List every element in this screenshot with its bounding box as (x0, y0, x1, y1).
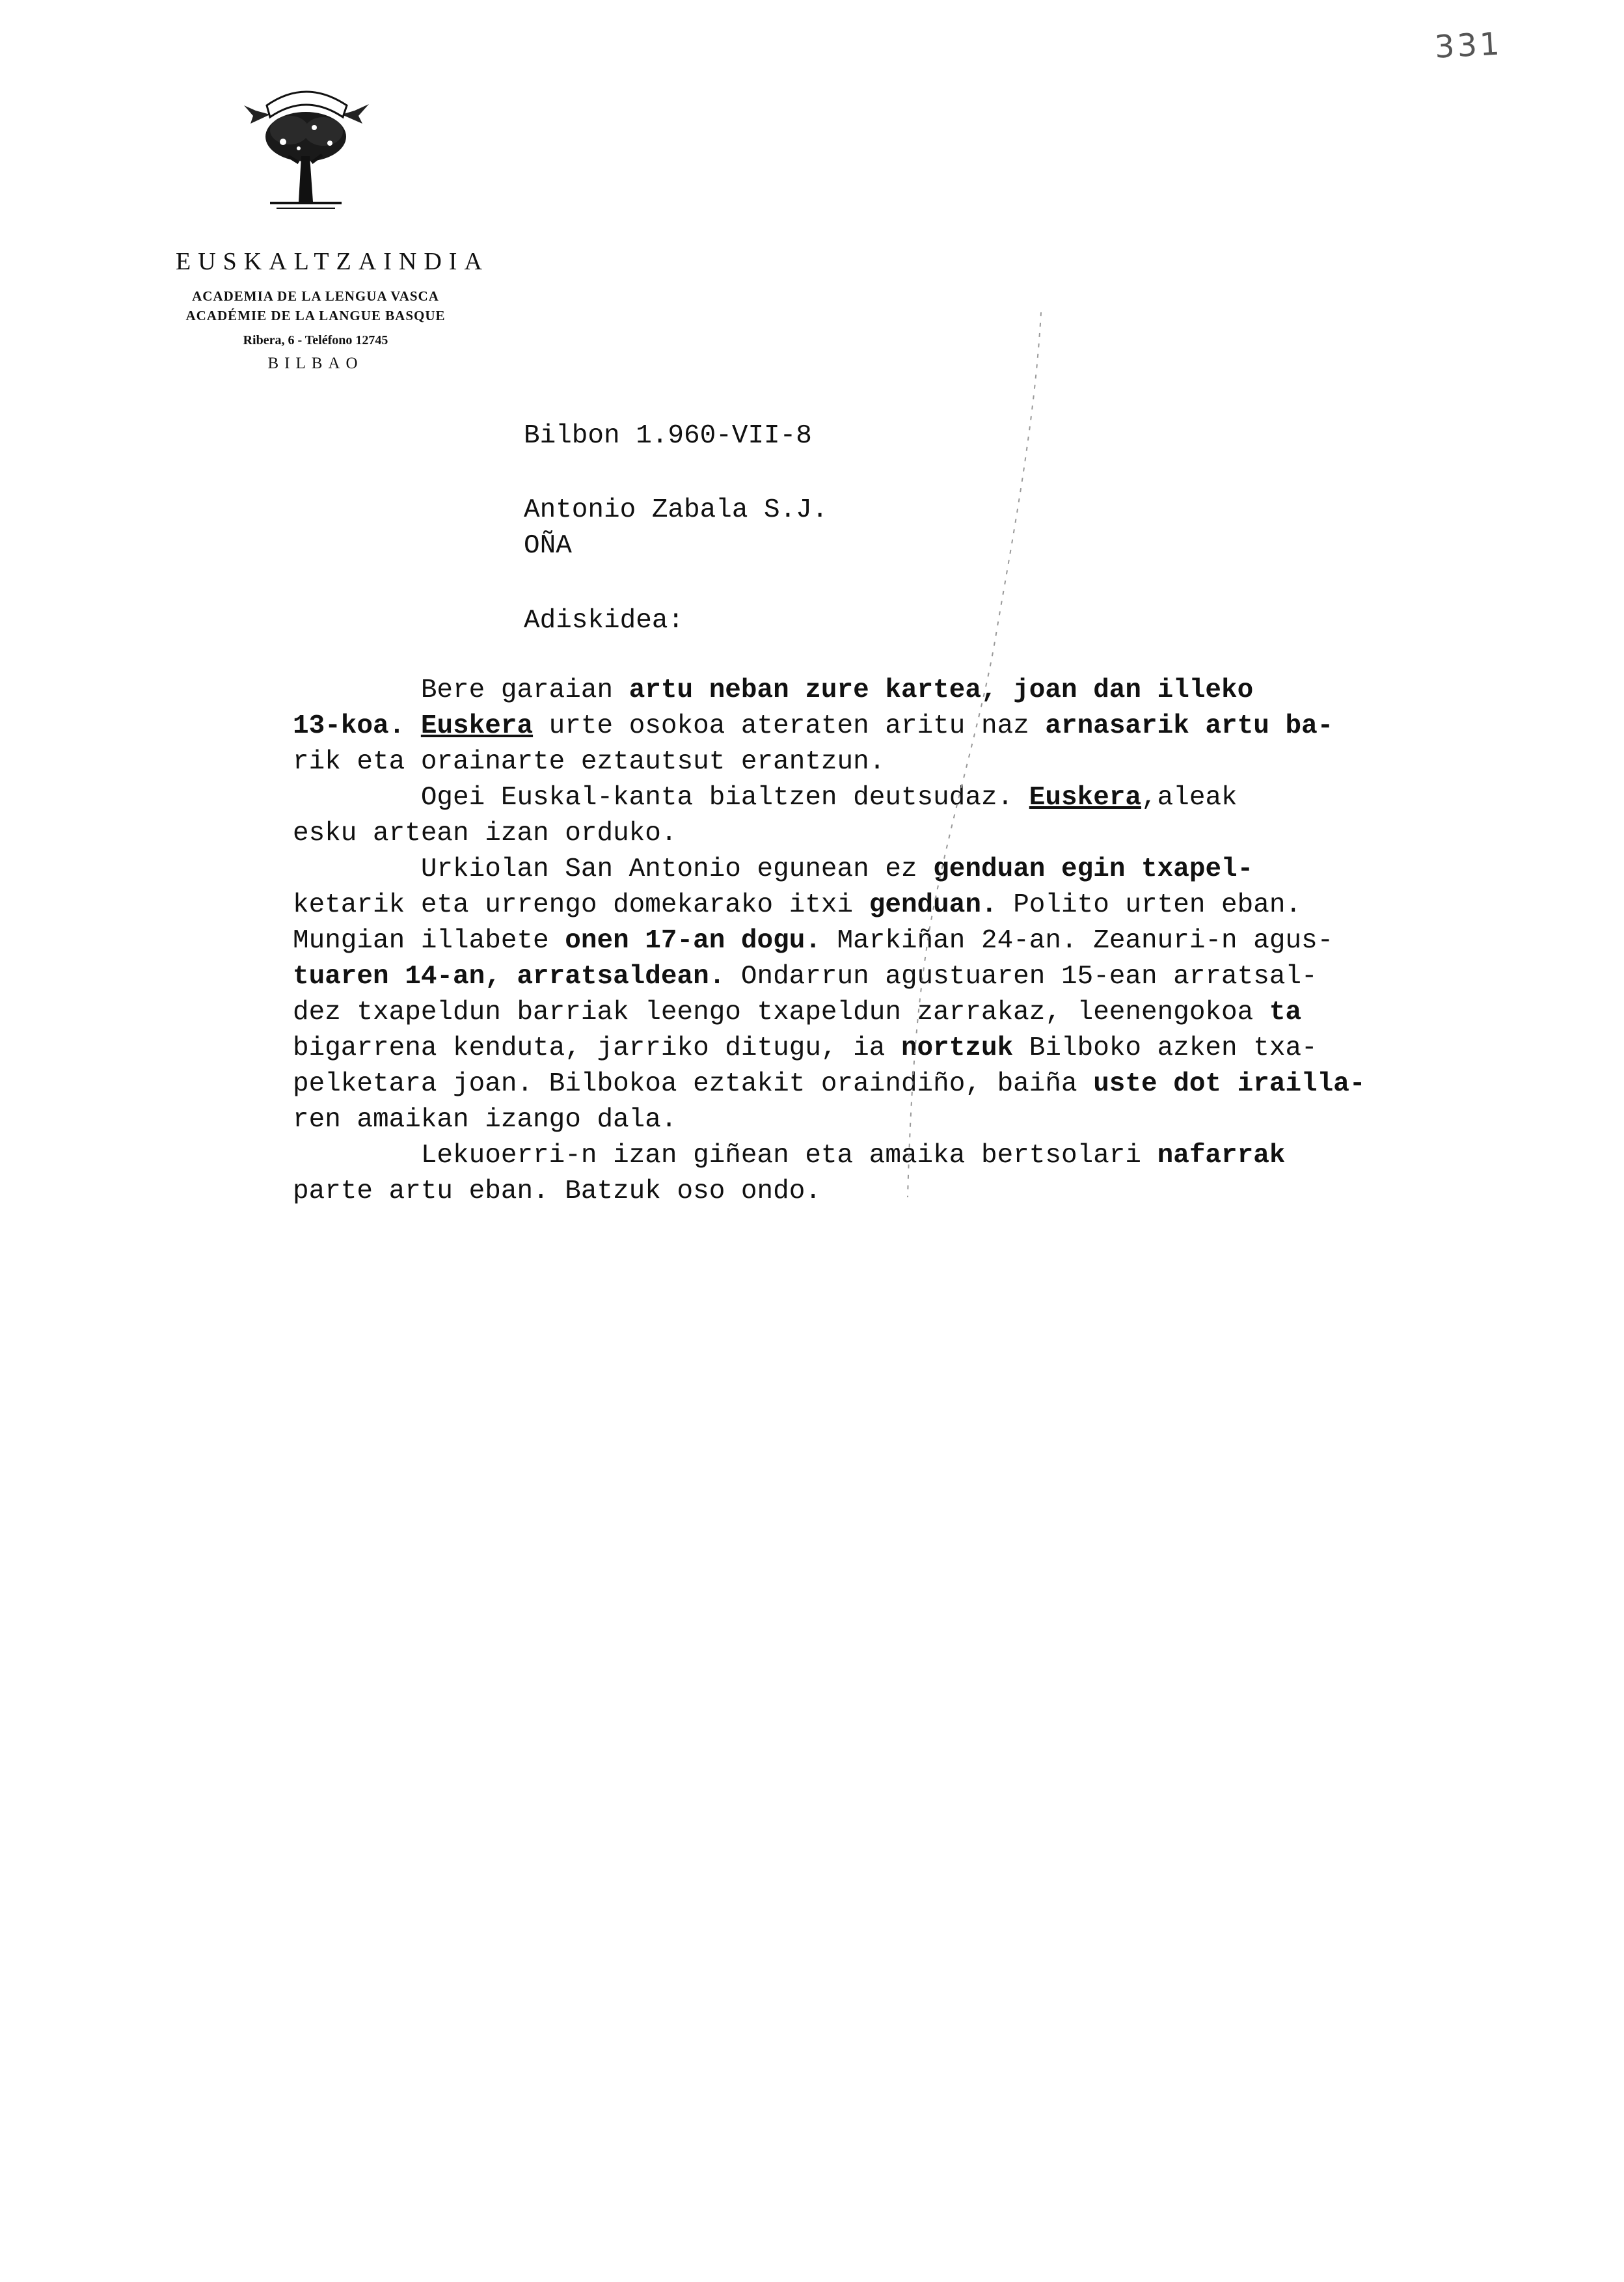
letter-text-segment: ,aleak (1141, 783, 1238, 813)
letter-text-segment: Lekuoerri-n izan giñean eta amaika bertsolari (293, 1141, 1157, 1171)
letter-text-segment: ta (1269, 998, 1302, 1027)
letter-text-segment: artu neban zure kartea, joan dan illeko (629, 675, 1254, 705)
letter-text-segment: Bilboko azken txa- (1013, 1033, 1318, 1063)
letter-paragraphs (293, 673, 1568, 1210)
letter-text-segment: Ondarrun agustuaren 15-ean arratsal- (725, 962, 1318, 992)
letter-text-segment: Mungian illabete (293, 926, 565, 956)
organization-city: BILBAO (267, 355, 364, 372)
letter-text-segment: Urkiolan San Antonio egunean ez (293, 854, 934, 884)
letter-text-segment: ren amaikan izango dala. (293, 1105, 677, 1135)
letter-line (293, 923, 1568, 959)
letter-text-segment: 13-koa. (293, 711, 421, 741)
letter-text-segment: parte artu eban. Batzuk oso ondo. (293, 1176, 821, 1206)
letter-text-segment: bigarrena kenduta, jarriko ditugu, ia (293, 1033, 901, 1063)
letter-line (293, 888, 1568, 923)
letter-line (293, 780, 1568, 816)
letter-line (293, 1102, 1568, 1138)
letter-text-segment: ketarik eta urrengo domekarako itxi (293, 890, 869, 920)
letter-line (293, 816, 1568, 852)
organization-subtitle-fr: ACADÉMIE DE LA LANGUE BASQUE (185, 308, 446, 323)
letter-line (293, 1138, 1568, 1174)
letter-text-segment: onen 17-an dogu. (565, 926, 821, 956)
letter-text-segment: pelketara joan. Bilbokoa eztakit oraindiño, baiña (293, 1069, 1094, 1099)
recipient-place: OÑA (524, 531, 572, 561)
oak-tree-emblem-icon (231, 65, 381, 215)
letter-text-segment: genduan egin txapel- (933, 854, 1254, 884)
organization-name: EUSKALTZAINDIA (176, 248, 489, 275)
letter-text-segment: Ogei Euskal-kanta bialtzen deutsudaz. (293, 783, 1029, 813)
letter-text-segment: dez txapeldun barriak leengo txapeldun zarrakaz, leenengokoa (293, 998, 1269, 1027)
letter-line (293, 1066, 1568, 1102)
letter-line (293, 1174, 1568, 1210)
letter-line (293, 959, 1568, 995)
letter-body (293, 413, 1568, 1210)
letter-text-segment: Bere garaian (293, 675, 629, 705)
letter-text-segment: rik eta orainarte eztautsut erantzun. (293, 747, 886, 777)
letter-text-segment: Euskera (420, 711, 534, 741)
letter-text-segment: Polito urten eban. (997, 890, 1302, 920)
letter-text-segment: tuaren 14-an, arratsaldean. (293, 962, 725, 992)
letter-line (293, 995, 1568, 1031)
letter-text-segment: Markiñan 24-an. Zeanuri-n agus- (820, 926, 1334, 956)
letter-date: Bilbon 1.960-VII-8 (524, 421, 812, 451)
organization-subtitle-es: ACADEMIA DE LA LENGUA VASCA (192, 288, 439, 304)
letter-text-segment: urte osokoa ateraten aritu naz (533, 711, 1046, 741)
letter-text-segment: genduan. (869, 890, 997, 920)
letter-line (293, 1031, 1568, 1066)
letter-line (293, 744, 1568, 780)
letter-text-segment: nafarrak (1157, 1141, 1286, 1171)
letterhead (176, 65, 489, 373)
letter-text-segment: nortzuk (900, 1033, 1014, 1063)
letter-line (293, 852, 1568, 888)
letter-text-segment: Euskera (1029, 783, 1142, 813)
recipient-name: Antonio Zabala S.J. (524, 495, 828, 525)
page-number: 331 (1433, 25, 1504, 66)
letter-text-segment: esku artean izan orduko. (293, 819, 677, 849)
letter-text-segment: arnasarik artu ba- (1045, 711, 1334, 741)
greeting: Adiskidea: (524, 606, 684, 636)
letter-line (293, 709, 1568, 744)
letter-text-segment: uste dot irailla- (1093, 1069, 1366, 1099)
letter-line (293, 673, 1568, 709)
recipient-block (524, 493, 1568, 564)
organization-address: Ribera, 6 - Teléfono 12745 (243, 333, 388, 347)
